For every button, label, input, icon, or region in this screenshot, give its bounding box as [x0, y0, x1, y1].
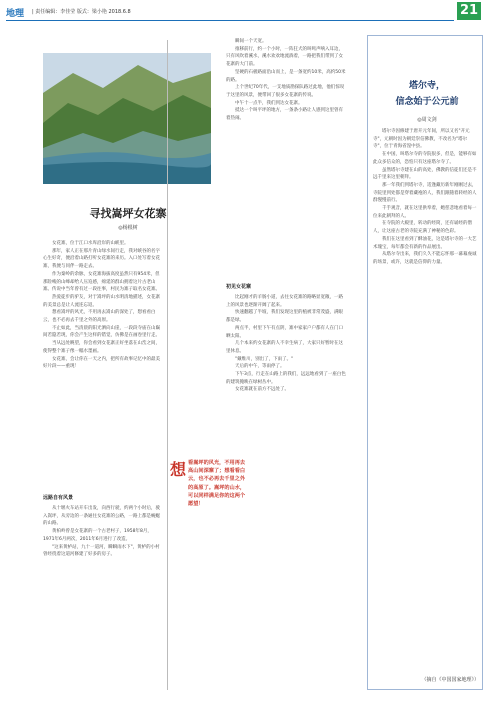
sidebar-title-line1: 塔尔寺， — [408, 81, 445, 91]
paragraph: 黄柏岭曾是女花寨的一个古老村子，1958年8月，1971年6月两次，2011年6月进行了改造。 — [43, 529, 152, 542]
paragraph: 那年，家人正在那片青山绿水间行走，我对峡谷的名字心生好奇，便沿着山路打听女花寨的来历。入口处写着女花寨，我便与同伴一路走去。 — [43, 248, 160, 270]
article-column-1b — [43, 505, 163, 695]
section-subhead: 初见女花寨 — [226, 284, 252, 290]
article-column-1 — [43, 240, 163, 490]
paragraph: 快速翻越了半坡，我们发现这里的植被非常茂盛，满眼都是绿。 — [226, 310, 343, 324]
source-note: （摘自《中国国家地理》） — [421, 677, 479, 683]
paragraph: 瞬间一个天宽。 — [235, 39, 267, 44]
pull-quote-text: 看嵩坪的风光，不用再去高山间深寨了；想看看白云，也不必再去千里之外的高原了。嵩坪的山水，可以同样满足你的这两个愿望！ — [188, 460, 246, 508]
landscape-photo — [43, 53, 211, 184]
paragraph: 坚硬的石板路面沿山而上，是一条宽约10米，高约50米的路。 — [226, 69, 346, 83]
paragraph: 两点半，村里下午有点阴，寨中家家户户都有人在门口晒太阳。 — [226, 325, 343, 339]
paragraph: 想看嵩坪的风光，不用再去嵩山的深处了，想看看白云，也不必再去千里之外的高原。 — [43, 310, 156, 324]
paragraph: "戴维川，别出了，下雨了。" — [235, 356, 294, 362]
paragraph: 当从远处眺望，你会看到女花寨正好坐落在山峦之间，使得整个寨子像一幅水墨画。 — [43, 341, 160, 354]
sidebar-title-line2: 信念始于公元前 — [395, 97, 459, 107]
paragraph: 作为秦岭的余脉，女花寨海拔高度虽然只有954米，但那险峻的山峰却给人压迫感，绵延的群山拥着这片古老山寨。传说中当年曾有过一段往事，村民为寨子取名女花寨。 — [43, 271, 160, 293]
paragraph: 比起刚才的羊肠小道，去往女花寨的路略显宽敞，一路上的风景也逐渐开阔了起来。 — [226, 295, 343, 308]
paragraph: 女花寨就在前方不远处了。 — [235, 387, 289, 393]
paragraph: 抵达一个叫平坪的地方，一条条小路让人感到这里曾有着热闹。 — [226, 108, 343, 122]
article-author: ◎杨根树 — [118, 225, 138, 231]
paragraph: 女花寨，位于江口水库沿岸的山峡里。 — [52, 241, 129, 246]
paragraph: 几个本来约女花寨的人不幸生病了，大家只好暂时在这里休息。 — [226, 341, 343, 354]
article-column-2 — [226, 38, 346, 275]
paragraph: 在中国，叫塔尔寺的寺院很多，但是，能够有如此众多信众的，恐怕只有这座塔尔寺了。 — [373, 152, 477, 165]
paragraph: 虽然塔尔寺建在山的高处，佛教的信徒们还是不远千里来这里朝拜。 — [373, 167, 477, 181]
section-title: 地理 — [6, 9, 25, 19]
paragraph: 在寺院的大殿里，转动的经筒，还有诵经的僧人，让这座古老的寺院充满了神秘的色彩。 — [373, 221, 472, 235]
paragraph: 天后的中午，等雨停了。 — [235, 364, 285, 370]
paragraph: 从十堰火车站开车出发，向西行驶，约两个小时后，驶入嵩坪，从旁边的一条通往女花寨的公路，一路上都是蜿蜒的山路。 — [43, 506, 160, 527]
paragraph: 塔尔寺因修建于唐开元年间，所以又名"开元寺"，元朝时因为朝廷崇信佛教，不改名为"塔尔寺"，位于青海省湟中县。 — [373, 129, 470, 150]
page-header — [0, 0, 489, 22]
editor-meta: | 责任编辑：李佳莹 版式：梁小艳 2018.6.8 — [32, 9, 131, 15]
article-column-2b — [226, 294, 346, 694]
paragraph: 我们在这里看到了酥油花，这是塔尔寺的一大艺术瑰宝，每年都会有新的作品展出。 — [373, 236, 477, 250]
paragraph: 中午十一点半，我们到达女花寨。 — [235, 100, 303, 106]
page-number: 21 — [457, 2, 481, 20]
article-title: 寻找嵩坪女花寨 — [89, 207, 167, 220]
paragraph: 女花寨，会让你在一天之内，把所有故事记忆中的最美好片段——重现！ — [43, 356, 160, 370]
paragraph: 千手观音，就在这里供奉着，她慈悲地看着每一位来此朝拜的人。 — [373, 206, 477, 219]
paragraph: "这来黄栌站，九十一道河，瞬瞬雨水下"，黄栌的小村曾经绕着这道河修建了好多的房子。 — [43, 544, 160, 558]
paragraph: 推移前行，约一个小时，一阵狂犬的叫鸣声响入耳边，只有风吹着溪水，溪水欢欢地流淌着，一路把我们带到了女花寨的大门前。 — [226, 46, 343, 68]
paragraph: 热爱徒步的驴友，对于嵩坪的山水明清地描述，女花寨的美景总是让人流连忘返。 — [43, 294, 160, 308]
sidebar-article-body — [373, 128, 477, 668]
header-rule — [6, 20, 454, 21]
paragraph: 上个世纪70年代，一支地质勘探队路过此地，他们惊叹于这里的风景，便带回了很多女花寨的传说。 — [226, 85, 345, 98]
section-subhead: 远路自有风景 — [43, 495, 74, 501]
paragraph: 不止如此，当清晨的阳光洒向山崖，一段段寺庙在山巅间若隐若现，你会产生这样的错觉，仿佛是在画卷里行走。 — [43, 325, 160, 339]
paragraph: 下午3点，行走在山路上的我们，远远地看到了一座白色的建筑掩映在绿树丛中。 — [226, 372, 346, 385]
paragraph: 那一年我们到塔尔寺，适逢藏历新年刚刚过去，寺院里到处都是穿着藏袍的人，我们跟随着转经的人群慢慢前行。 — [373, 182, 477, 204]
sidebar-author: ◎周文剑 — [417, 117, 437, 123]
pull-quote-initial: 想 — [170, 460, 187, 479]
column-divider — [167, 40, 168, 690]
paragraph: 从塔尔寺出来，我们久久不能忘怀那一幕幕虔诚的场景，或许，这就是信仰的力量。 — [373, 252, 477, 265]
